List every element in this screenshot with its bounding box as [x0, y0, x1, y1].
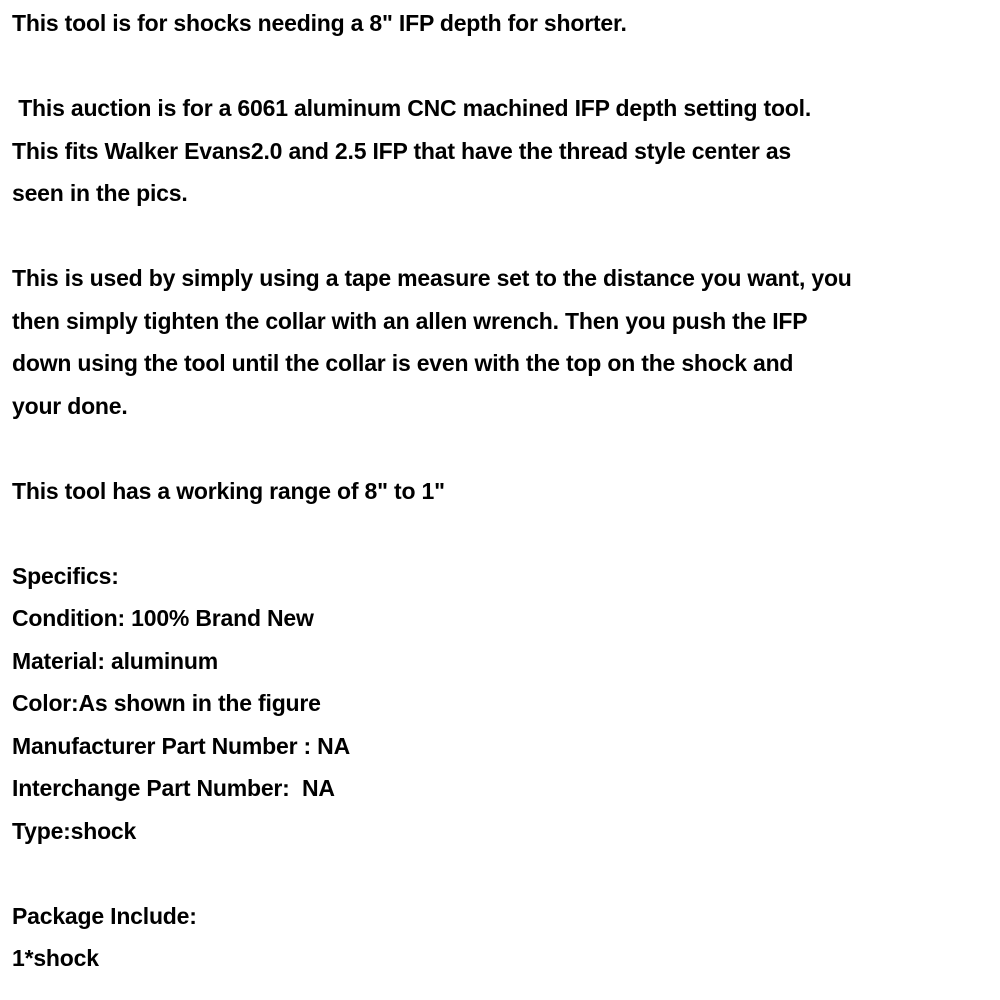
- paragraph-usage: [12, 257, 988, 427]
- text-line: your done.: [12, 392, 128, 419]
- paragraph-working-range: [12, 470, 988, 513]
- package-section: [12, 895, 988, 980]
- text-line: seen in the pics.: [12, 180, 188, 206]
- text-line: This tool is for shocks needing a 8" IFP depth for shorter.: [12, 10, 627, 36]
- spec-condition: Condition: 100% Brand New: [12, 605, 314, 631]
- spec-manufacturer-part-number: Manufacturer Part Number : NA: [12, 732, 350, 759]
- specifics-section: [12, 555, 988, 853]
- text-line: This is used by simply using a tape measure set to the distance you want, you: [12, 265, 852, 291]
- text-line: down using the tool until the collar is even with the top on the shock and: [12, 350, 794, 376]
- spec-color: Color:As shown in the figure: [12, 690, 321, 716]
- spec-material: Material: aluminum: [12, 647, 218, 674]
- package-heading: Package Include:: [12, 902, 197, 929]
- paragraph-intro: [12, 2, 988, 45]
- spec-interchange-part-number: Interchange Part Number: NA: [12, 775, 335, 801]
- text-line: This fits Walker Evans2.0 and 2.5 IFP that have the thread style center as: [12, 137, 792, 164]
- text-line: then simply tighten the collar with an allen wrench. Then you push the IFP: [12, 307, 808, 334]
- text-line: This tool has a working range of 8" to 1": [12, 477, 445, 504]
- paragraph-auction: [12, 87, 988, 215]
- package-item: 1*shock: [12, 945, 99, 971]
- text-line: This auction is for a 6061 aluminum CNC machined IFP depth setting tool.: [12, 95, 812, 121]
- specifics-heading: Specifics:: [12, 562, 119, 589]
- spec-type: Type:shock: [12, 817, 137, 844]
